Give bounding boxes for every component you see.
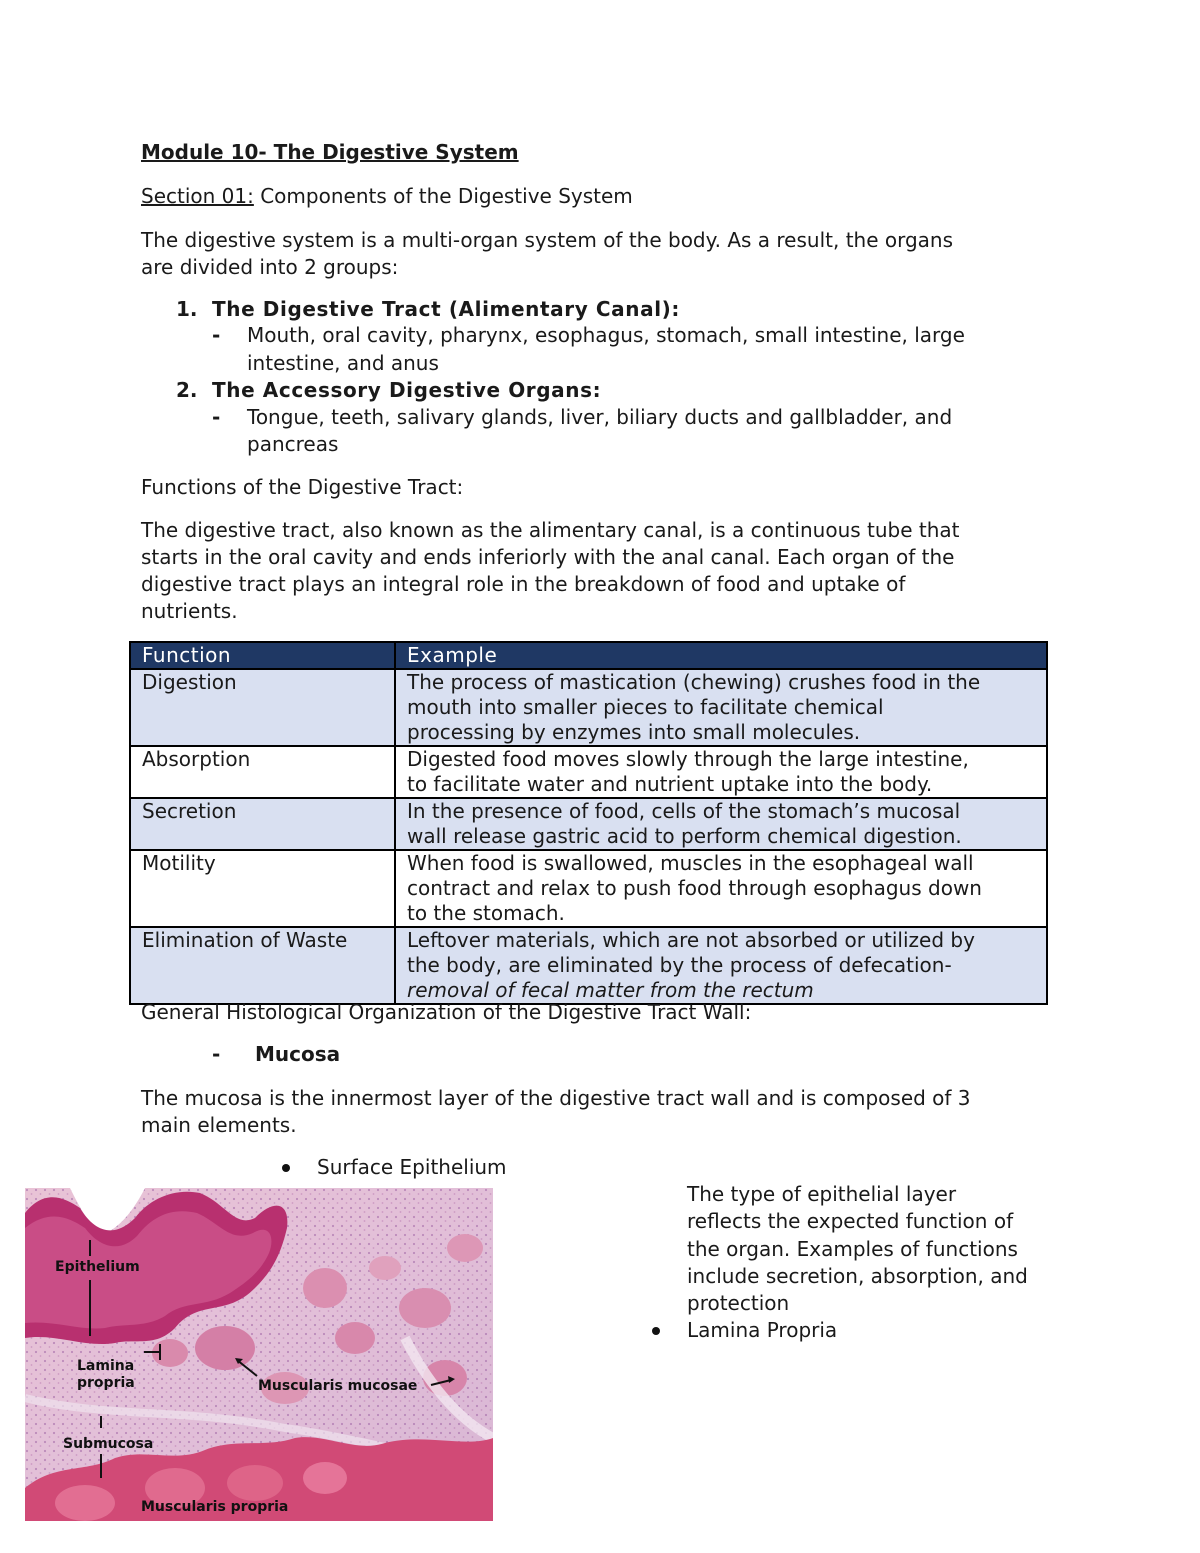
bullet-icon [652,1327,660,1335]
label-muscularis-mucosae: Muscularis mucosae [258,1378,418,1394]
example-line: In the presence of food, cells of the stomach’s mucosal [407,799,961,823]
page-title: Module 10- The Digestive System [141,140,519,164]
tract-para-line-1: The digestive tract, also known as the alimentary canal, is a continuous tube that [141,518,960,542]
example-line: processing by enzymes into small molecules. [407,720,861,744]
group-2-heading: The Accessory Digestive Organs: [212,378,602,402]
group-2-line-2: pancreas [247,432,339,456]
table-row [130,746,1047,798]
table-cell-example [395,669,1047,746]
functions-heading: Functions of the Digestive Tract: [141,475,464,499]
mucosa-para-line-2: main elements. [141,1113,297,1137]
example-line: The process of mastication (chewing) crushes food in the [407,670,981,694]
section-heading [141,183,633,210]
table-row [130,798,1047,850]
table-header-function: Function [130,642,395,669]
example-line: Digested food moves slowly through the large intestine, [407,747,969,771]
section-text: Components of the Digestive System [253,184,633,208]
table-row [130,927,1047,1004]
group-2-number: 2. [176,378,198,402]
table-cell-example [395,798,1047,850]
epithelial-para-line-5: protection [687,1291,790,1315]
section-label: Section 01: [141,184,254,208]
example-line: to the stomach. [407,901,565,925]
epithelial-para-line-3: the organ. Examples of functions [687,1237,1018,1261]
table-cell-function: Elimination of Waste [130,927,395,1004]
example-line-italic: removal of fecal matter from the rectum [407,978,814,1002]
example-line: mouth into smaller pieces to facilitate chemical [407,695,884,719]
mucosa-dash: - [212,1042,221,1066]
example-line: When food is swallowed, muscles in the esophageal wall [407,851,974,875]
table-header-example: Example [395,642,1047,669]
label-submucosa: Submucosa [63,1436,154,1452]
table-cell-example [395,746,1047,798]
example-line: the body, are eliminated by the process of defecation- [407,953,952,977]
table-cell-function: Secretion [130,798,395,850]
example-line: contract and relax to push food through esophagus down [407,876,982,900]
mucosa-para-line-1: The mucosa is the innermost layer of the digestive tract wall and is composed of 3 [141,1086,971,1110]
table-header-row [130,642,1047,669]
group-1-heading: The Digestive Tract (Alimentary Canal): [212,297,681,321]
label-muscularis-propria: Muscularis propria [141,1499,289,1515]
micrograph-image [25,1188,493,1521]
example-line: wall release gastric acid to perform chemical digestion. [407,824,962,848]
group-1-line-2: intestine, and anus [247,351,439,375]
mucosa-heading: Mucosa [255,1042,341,1066]
bullet-icon [282,1164,290,1172]
group-1-dash: - [212,323,221,347]
bullet-lamina-propria: Lamina Propria [687,1318,838,1342]
intro-line-1: The digestive system is a multi-organ system of the body. As a result, the organs [141,228,954,252]
table-cell-example [395,927,1047,1004]
table-cell-example [395,850,1047,927]
table-cell-function: Digestion [130,669,395,746]
table-cell-function: Absorption [130,746,395,798]
table-row [130,669,1047,746]
tract-para-line-2: starts in the oral cavity and ends inferiorly with the anal canal. Each organ of the [141,545,955,569]
functions-table [129,641,1048,1005]
tract-para-line-4: nutrients. [141,599,238,623]
epithelial-para-line-4: include secretion, absorption, and [687,1264,1028,1288]
bullet-surface-epithelium: Surface Epithelium [317,1155,507,1179]
group-1-line-1: Mouth, oral cavity, pharynx, esophagus, stomach, small intestine, large [247,323,965,347]
group-2-dash: - [212,405,221,429]
example-line: Leftover materials, which are not absorbed or utilized by [407,928,975,952]
table-row [130,850,1047,927]
label-epithelium: Epithelium [55,1259,140,1275]
group-2-line-1: Tongue, teeth, salivary glands, liver, biliary ducts and gallbladder, and [247,405,953,429]
table-cell-function: Motility [130,850,395,927]
epithelial-para-line-1: The type of epithelial layer [687,1182,957,1206]
epithelial-para-line-2: reflects the expected function of [687,1209,1014,1233]
example-line: to facilitate water and nutrient uptake into the body. [407,772,933,796]
group-1-number: 1. [176,297,198,321]
histo-heading: General Histological Organization of the Digestive Tract Wall: [141,1000,752,1024]
intro-line-2: are divided into 2 groups: [141,255,399,279]
label-propria: propria [77,1375,135,1391]
label-lamina: Lamina [77,1358,135,1374]
histology-micrograph [25,1188,493,1521]
tract-para-line-3: digestive tract plays an integral role in the breakdown of food and uptake of [141,572,906,596]
